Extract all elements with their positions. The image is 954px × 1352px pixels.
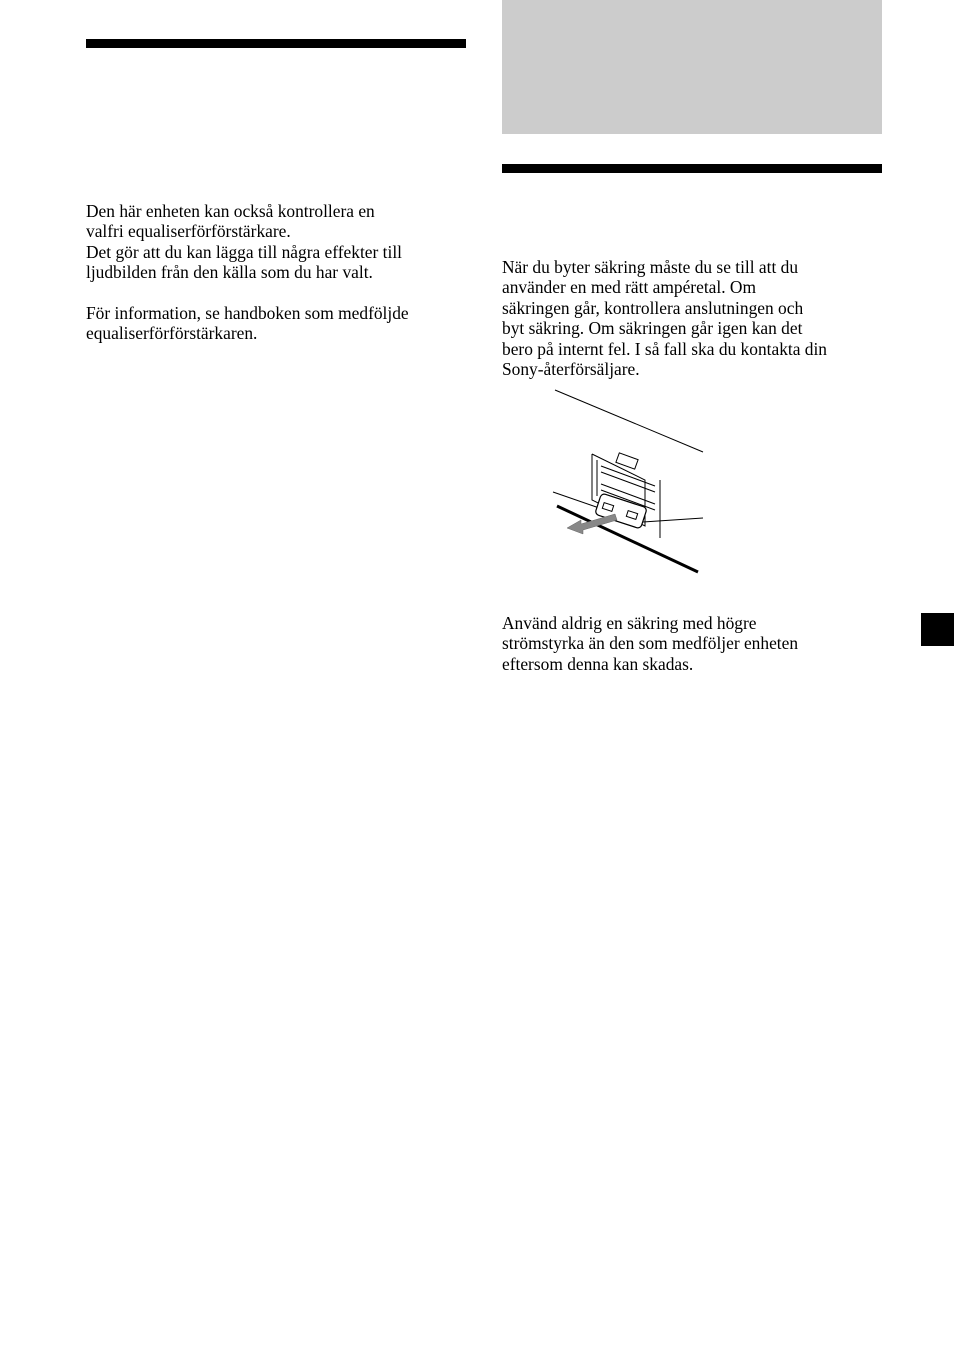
- right-header-band: [502, 0, 882, 134]
- socket-top-tab: [616, 453, 638, 469]
- equalizer-manual-reference: För information, se handboken som medföljde equaliserförförstärkaren.: [86, 303, 409, 344]
- fuse-replacement-paragraph: När du byter säkring måste du se till att du använder en med rätt ampéretal. Om säkringen går, kontrollera anslutningen och byt säkring. Om säkringen går igen kan det bero på internt fel. I så fall ska du kontakta din Sony-återförsäljare.: [502, 257, 828, 380]
- unit-top-edge: [555, 390, 703, 452]
- fuse-warning-paragraph: Använd aldrig en säkring med högre strömstyrka än den som medföljer enheten eftersom denna kan skadas.: [502, 613, 799, 674]
- fuse-leader-line: [643, 518, 703, 522]
- right-section-heading-rule: [502, 164, 882, 173]
- left-section-heading-rule: [86, 39, 466, 48]
- section-index-tab: [921, 613, 954, 646]
- equalizer-intro-paragraph: Den här enheten kan också kontrollera en valfri equaliserförförstärkare. Det gör att du kan lägga till några effekter till ljudbilden från den källa som du har valt.: [86, 201, 402, 283]
- socket-contact-row-1: [601, 466, 655, 486]
- fuse-removal-illustration: [545, 388, 705, 574]
- socket-contact-row-2: [601, 472, 655, 492]
